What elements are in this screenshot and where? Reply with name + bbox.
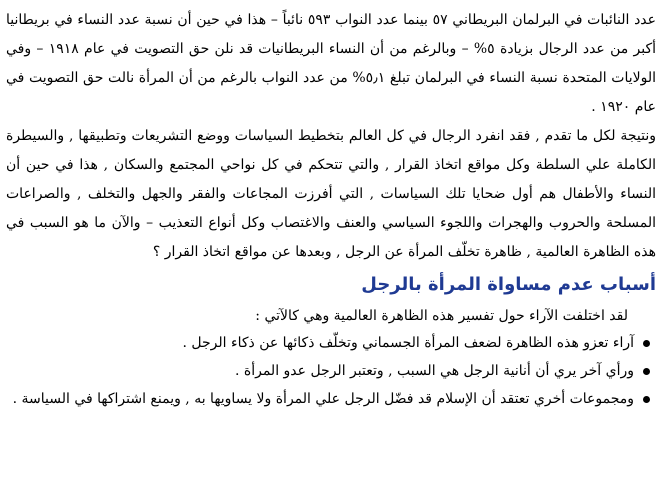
- intro-line: لقد اختلفت الآراء حول تفسير هذه الظاهرة العالمية وهي كالآتي :: [255, 308, 628, 324]
- list-item-text: آراء تعزو هذه الظاهرة لضعف المرأة الجسماني وتخلّف ذكائها عن ذكاء الرجل .: [182, 335, 634, 351]
- bullet-point-icon: [643, 368, 650, 375]
- list-item: [6, 385, 656, 413]
- bullet-point-icon: [643, 396, 650, 403]
- list-item-text: ومجموعات أخري تعتقد أن الإسلام قد فضّل الرجل علي المرأة ولا يساويها به , ويمنع اشتراكها في السياسة .: [12, 391, 634, 407]
- section-heading: أسباب عدم مساواة المرأة بالرجل: [361, 274, 656, 295]
- list-item-text: ورأي آخر يري أن أنانية الرجل هي السبب , وتعتبر الرجل عدو المرأة .: [234, 363, 634, 379]
- body-paragraph-1: عدد النائبات في البرلمان البريطاني ٥٧ بينما عدد النواب ٥٩٣ نائباً – هذا في حين أن نسبة عدد النساء في بريطانيا أكبر من عدد الرجال بزيادة ٥% – وبالرغم من أن النساء البريطانيات قد نلن حق التصويت في عام ١٩١٨ – وفي الولايات المتحدة نسبة النساء في البرلمان تبلغ ٥٫١% من عدد النواب بالرغم من أن المرأة نالت حق التصويت في عام ١٩٢٠ .: [6, 12, 657, 115]
- bullet-list: [6, 329, 656, 413]
- list-item: [6, 357, 656, 385]
- body-paragraph-2: ونتيجة لكل ما تقدم , فقد انفرد الرجال في كل العالم بتخطيط السياسات ووضع التشريعات وتطبيقها , والسيطرة الكاملة علي السلطة وكل مواقع اتخاذ القرار , والتي تتحكم في كل نواحي المجتمع والسكان , هذا في حين أن النساء والأطفال هم أول ضحايا تلك السياسات , التي أفرزت المجاعات والفقر والجهل والتخلف , والصراعات المسلحة والحروب والهجرات واللجوء السياسي والعنف والاغتصاب وكل أنواع التعذيب – والآن ما هو السبب في هذه الظاهرة العالمية , ظاهرة تخلّف المرأة عن الرجل , وبعدها عن مواقع اتخاذ القرار ؟: [6, 128, 656, 260]
- list-item: [6, 329, 656, 357]
- bullet-point-icon: [643, 340, 650, 347]
